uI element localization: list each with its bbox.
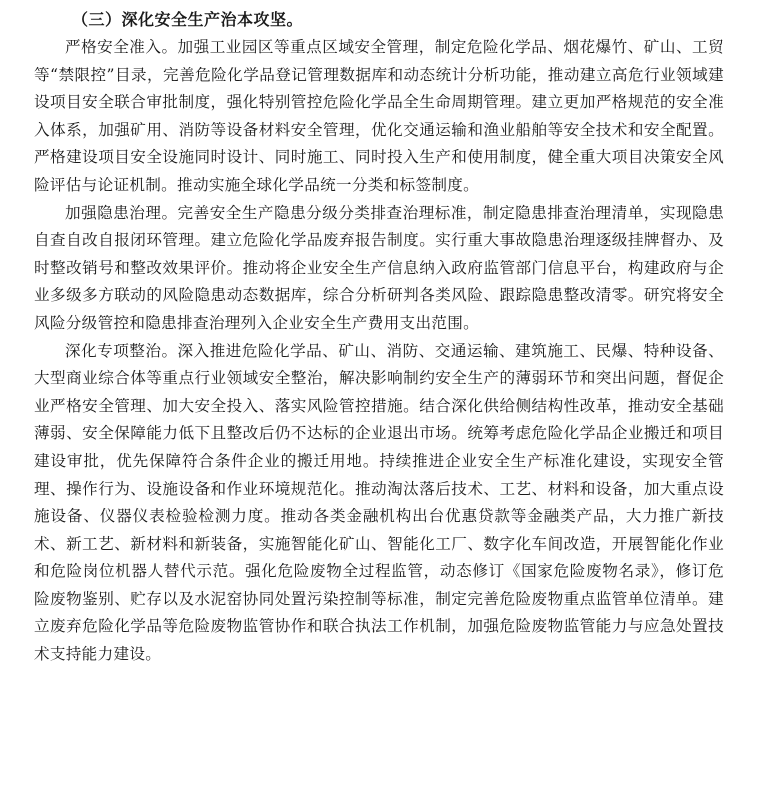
paragraph-hazard-governance: 加强隐患治理。完善安全生产隐患分级分类排查治理标准，制定隐患排查治理清单，实现隐患自查自改自报闭环管理。建立危险化学品废弃报告制度。实行重大事故隐患治理逐级挂牌督办、及时整改销号和整改效果评价。推动将企业安全生产信息纳入政府监管部门信息平台，构建政府与企业多级多方联动的风险隐患动态数据库，综合分析研判各类风险、跟踪隐患整改清零。研究将安全风险分级管控和隐患排查治理列入企业安全生产费用支出范围。 <box>34 203 724 332</box>
section-heading: （三）深化安全生产治本攻坚。 <box>72 10 304 29</box>
document-body <box>34 6 724 669</box>
paragraph-safety-access: 严格安全准入。加强工业园区等重点区域安全管理，制定危险化学品、烟花爆竹、矿山、工贸等“禁限控”目录，完善危险化学品登记管理数据库和动态统计分析功能，推动建立高危行业领域建设项目安全联合审批制度，强化特别管控危险化学品全生命周期管理。建立更加严格规范的安全准入体系，加强矿用、消防等设备材料安全管理，优化交通运输和渔业船舶等安全技术和安全配置。严格建设项目安全设施同时设计、同时施工、同时投入生产和使用制度，健全重大项目决策安全风险评估与论证机制。推动实施全球化学品统一分类和标签制度。 <box>34 38 724 194</box>
paragraph-special-rectification: 深化专项整治。深入推进危险化学品、矿山、消防、交通运输、建筑施工、民爆、特种设备、大型商业综合体等重点行业领域安全整治，解决影响制约安全生产的薄弱环节和突出问题，督促企业严格安全管理、加大安全投入、落实风险管控措施。结合深化供给侧结构性改革，推动安全基础薄弱、安全保障能力低下且整改后仍不达标的企业退出市场。统筹考虑危险化学品企业搬迁和项目建设审批，优先保障符合条件企业的搬迁用地。持续推进企业安全生产标准化建设，实现安全管理、操作行为、设施设备和作业环境规范化。推动淘汰落后技术、工艺、材料和设备，加大重点设施设备、仪器仪表检验检测力度。推动各类金融机构出台优惠贷款等金融类产品，大力推广新技术、新工艺、新材料和新装备，实施智能化矿山、智能化工厂、数字化车间改造，开展智能化作业和危险岗位机器人替代示范。强化危险废物全过程监管，动态修订《国家危险废物名录》，修订危险废物鉴别、贮存以及水泥窑协同处置污染控制等标准，制定完善危险废物重点监管单位清单。建立废弃危险化学品等危险废物监管协作和联合执法工作机制，加强危险废物监管能力与应急处置技术支持能力建设。 <box>34 341 724 664</box>
